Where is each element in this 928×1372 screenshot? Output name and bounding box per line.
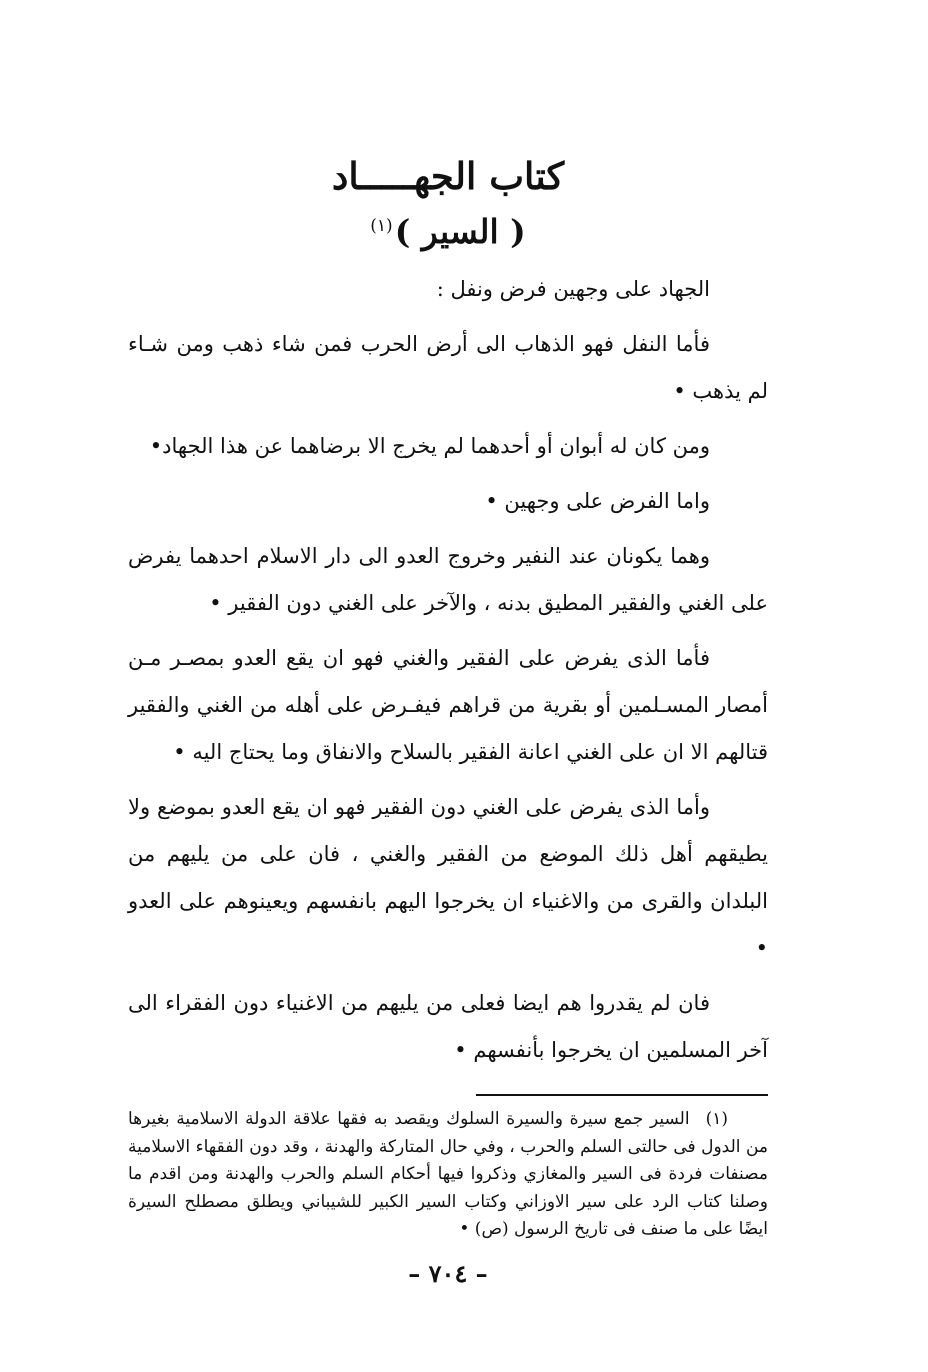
footnote-text: السير جمع سيرة والسيرة السلوك ويقصد به فقها علاقة الدولة الاسلامية بغيرها من الدول فى حالتى السلم والحرب ، وفي حال المتاركة والهدنة ، وقد دون الفقهاء الاسلامية مصنفات فردة فى السير والمغازي وذكروا فيها أحكام السلم والحرب والهدنة ومن اقدم ما وصلنا كتاب الرد على سير الاوزاني وكتاب السير الكبير للشيباني ويطلق مصطلح السيرة ايضًا على ما صنف فى تاريخ الرسول (ص) • xyxy=(128,1109,768,1239)
chapter-subtitle xyxy=(128,202,768,256)
subtitle-text: ( السير ) xyxy=(394,212,526,251)
paragraph-3: ومن كان له أبوان أو أحدهما لم يخرج الا برضاهما عن هذا الجهاد• xyxy=(149,434,710,458)
page-number: – ٧٠٤ – xyxy=(408,1258,488,1288)
paragraph-1: الجهاد على وجهين فرض ونفل : xyxy=(436,277,710,301)
paragraph-4: واما الفرض على وجهين • xyxy=(485,489,710,513)
paragraph-5: وهما يكونان عند النفير وخروج العدو الى دار الاسلام احدهما يفرض على الغني والفقير المطيق بدنه ، والآخر على الغني دون الفقير • xyxy=(128,544,768,615)
footnote-reference: (١) xyxy=(370,216,393,236)
footnote xyxy=(128,1106,768,1244)
paragraph-8: فان لم يقدروا هم ايضا فعلى من يليهم من الاغنياء دون الفقراء الى آخر المسلمين ان يخرجوا بأنفسهم • xyxy=(128,991,768,1062)
footnote-divider xyxy=(476,1094,768,1096)
chapter-title: كتاب الجهـــــاد xyxy=(331,154,565,198)
paragraph-2: فأما النفل فهو الذهاب الى أرض الحرب فمن شاء ذهب ومن شـاء لم يذهب • xyxy=(128,332,768,403)
footnote-marker: (١) xyxy=(705,1109,728,1129)
paragraph-6: فأما الذى يفرض على الفقير والغني فهو ان يقع العدو بمصـر مـن أمصار المسـلمين أو بقرية من قراهم فيفـرض على أهله من الغني والفقير قتالهم الا ان على الغني اعانة الفقير بالسلاح والانفاق وما يحتاج اليه • xyxy=(128,646,768,764)
paragraph-7: وأما الذى يفرض على الغني دون الفقير فهو ان يقع العدو بموضع ولا يطيقهم أهل ذلك الموضع من الفقير والغني ، فان على من يليهم من البلدان والقرى من والاغنياء ان يخرجوا اليهم بانفسهم ويعينوهم على العدو • xyxy=(128,795,768,960)
book-page xyxy=(128,150,768,1288)
